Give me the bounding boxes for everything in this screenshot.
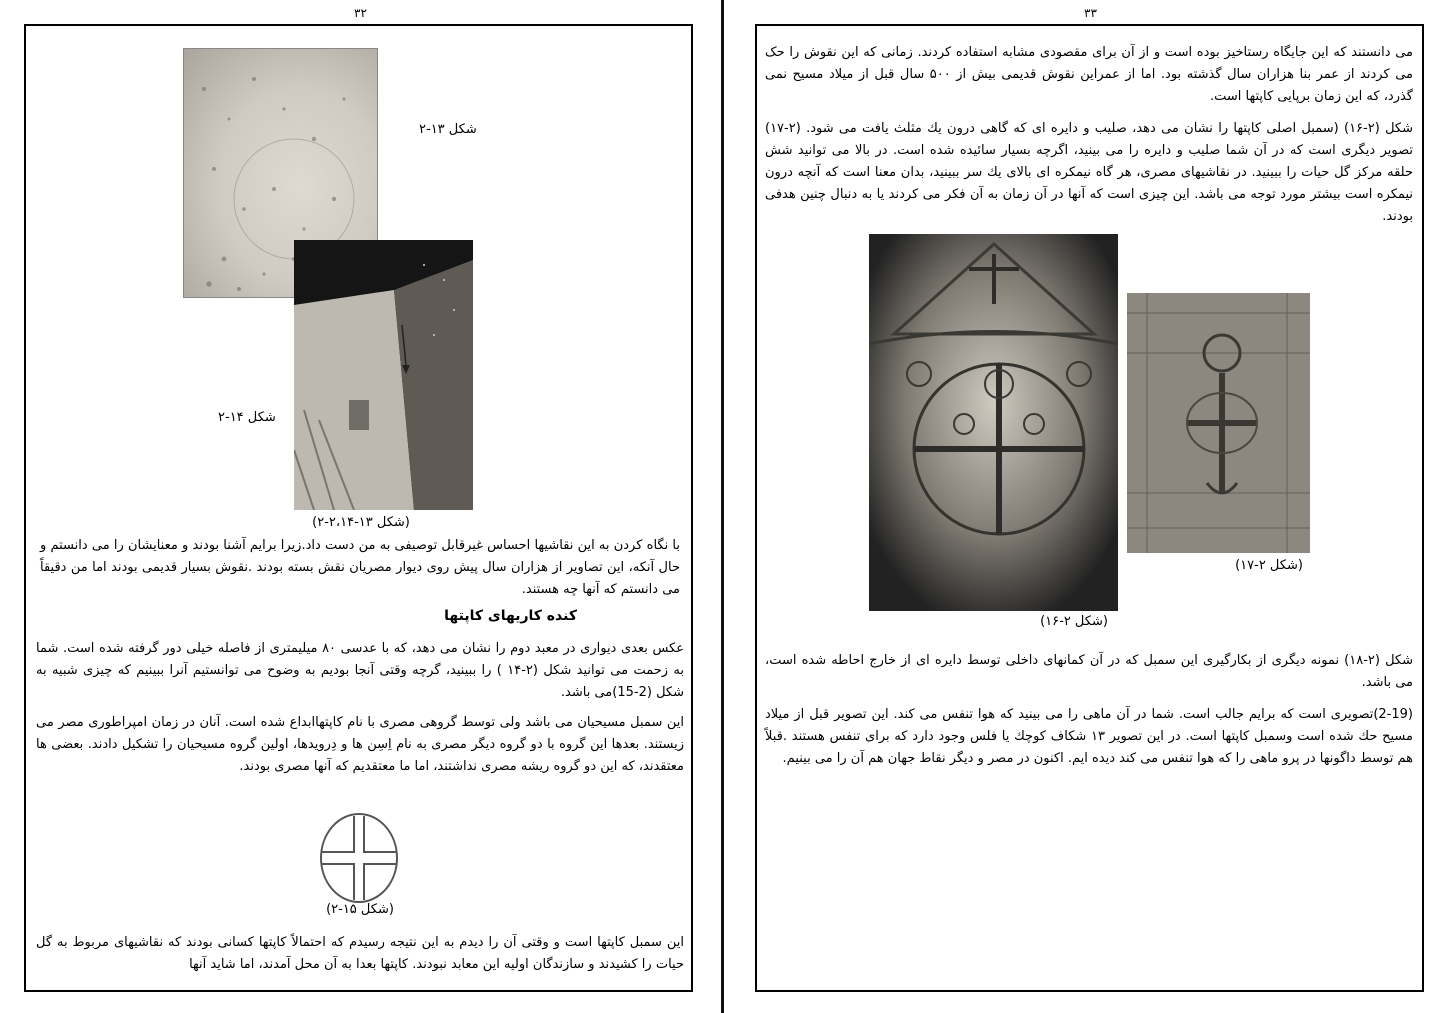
figure-14-photo <box>294 240 473 510</box>
left-paragraph-3: این سمبل مسیحیان می باشد ولی توسط گروهی مصری با نام کاپتهاابداع شده است. آنان در زمان امپراطوری مصر می زیستند. بعدها این گروه با دو گروه دیگر مصری به نام اِسِن ها و دِرویدها، اولین گروه مسیحیان را تشکیل دادند. بعضی ها معتقدند، که این دو گروه ریشه مصری نداشتند، اما ما معتقدیم که آنها مصری بودند. <box>36 715 684 774</box>
page-number-left: ۳۲ <box>354 6 367 20</box>
figure-17-caption: (شکل ۲-۱۷) <box>1235 558 1303 573</box>
right-paragraph-4: (2-19)تصویری است که برایم جالب است. شما در آن ماهی را می بینید که هوا تنفس می کند. این تصویر قبل از میلاد مسیح حك شده است وسمبل کاپتها است. در این تصویر ۱۳ شکاف کوچك یا فلس وجود دارد که برای تنفس هستند .قبلاً هم توسط داگونها در پرو ماهی را که هوا تنفس می کند دیده ایم. اکنون در مصر و دیگر نقاط جهان هم آن را می بینیم. <box>765 707 1413 766</box>
figure-16-art <box>869 234 1118 611</box>
left-page <box>24 24 693 992</box>
right-paragraph-1: می دانستند که این جایگاه رستاخیز بوده است و از آن برای مقصودی مشابه استفاده کردند. زمانی که این نقوش را حک می کردند از عمر بنا هزاران سال گذشته بود. اما از عمراین نقوش قدیمی بیش از ۵۰۰ سال قبل از میلاد مسیح نمی گذرد، که این زمان برپایی کاپتها است. <box>765 45 1413 104</box>
right-page <box>755 24 1424 992</box>
figure-16-caption: (شکل ۲-۱۶) <box>1040 614 1108 629</box>
figure-17-photo <box>1127 293 1310 553</box>
right-paragraph-2: شکل (۲-۱۶) (سمبل اصلی کاپتها را نشان می دهد، صلیب و دایره ای که گاهی درون یك مثلث یافت می شود. (۲-۱۷) تصویر دیگری است که در آن شما صلیب و دایره را می بینید، اگرچه بسیار سائیده شده است. در بالا می توانید شش حلقه مرکز گل حیات را ببینید. در نقاشیهای مصری، هر گاه نیمکره ای بالای یك سر ببینید، بدان معنا است که آنچه درون نیمکره است بیشتر مورد توجه می باشد. این چیزی است که آنها در آن زمان به آن فکر می کردند یا به دنبال چنین هدفی بودند. <box>765 121 1414 224</box>
figure-17-art <box>1127 293 1310 553</box>
section-heading: کنده کاریهای کاپتها <box>444 608 577 624</box>
figure-14-art <box>294 240 473 510</box>
figure-13-label: شکل ۱۳-۲ <box>419 122 477 137</box>
figure-13-14-caption: (شکل ۱۳-۲،۱۴-۲) <box>312 515 410 530</box>
page-number-right: ۳۳ <box>1084 6 1097 20</box>
left-paragraph-1: با نگاه کردن به این نقاشیها احساس غیرقابل توصیفی به من دست داد.زیرا برایم آشنا بودند و معنایشان را می دانستم و حال آنکه، این تصاویر از هزاران سال پیش روی دیوار مصریان نقش بسته بودند .نقوش بسیار قدیمی بودند اما من دقیقاً می دانستم که آنها چه هستند. <box>40 538 680 597</box>
coptic-cross-symbol <box>318 810 400 906</box>
figure-16-photo <box>869 234 1118 611</box>
left-paragraph-4: این سمبل کاپتها است و وقتی آن را دیدم به این نتیجه رسیدم که احتمالاً کاپتها کسانی بودند که نقاشیهای مربوط به گل حیات را کشیدند و سازندگان اولیه این معابد نبودند. کاپتها بعدا به آن محل آمدند، اما شاید آنها <box>36 935 684 972</box>
figure-15-caption: (شکل ۱۵-۲) <box>326 902 394 917</box>
figure-14-label: شکل ۱۴-۲ <box>218 410 276 425</box>
page-gutter <box>721 0 724 1013</box>
right-paragraph-3: شکل (۲-۱۸) نمونه دیگری از بکارگیری این سمبل که در آن کمانهای داخلی توسط دایره ای از خارج احاطه شده است، می باشد. <box>765 653 1413 690</box>
left-paragraph-2: عکس بعدی دیواری در معبد دوم را نشان می دهد، که با عدسی ۸۰ میلیمتری از فاصله خیلی دور گرفته شده است. شما به زحمت می توانید شکل (۲-۱۴ ) را ببینید، گرچه وقتی آنجا بودیم به وضوح می توانستیم آنرا ببینیم که چیزی شبیه به شکل (2-15)می باشد. <box>36 641 684 700</box>
